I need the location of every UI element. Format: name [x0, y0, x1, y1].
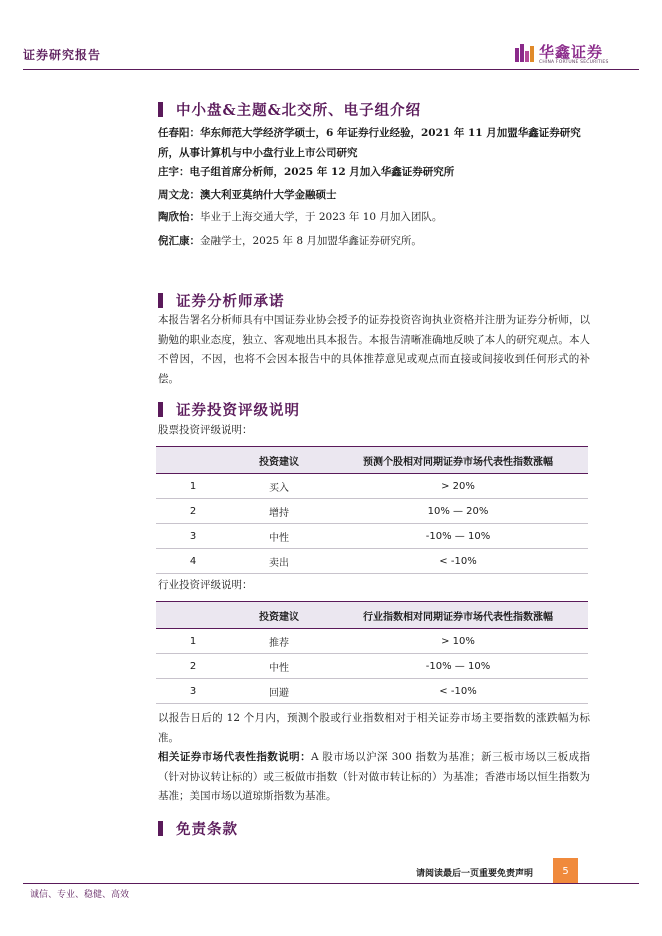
table-cell: 2 — [156, 654, 230, 679]
table-cell: 3 — [156, 679, 230, 704]
table-row — [156, 679, 588, 704]
report-type-label: 证券研究报告 — [23, 48, 102, 62]
table-cell: 推荐 — [230, 629, 328, 654]
table-cell: 10% — 20% — [328, 499, 588, 524]
table-cell: 4 — [156, 549, 230, 574]
member-name: 周文龙： — [158, 189, 200, 201]
table-cell: < -10% — [328, 679, 588, 704]
table-cell: 增持 — [230, 499, 328, 524]
table-cell: -10% — 10% — [328, 524, 588, 549]
team-member — [158, 163, 590, 183]
table-cell: 回避 — [230, 679, 328, 704]
team-member — [158, 208, 590, 228]
stock-rating-table — [156, 446, 588, 574]
member-desc: 金融学士，2025 年 8 月加盟华鑫证券研究所。 — [200, 235, 422, 247]
table-cell: 中性 — [230, 654, 328, 679]
member-name: 倪汇康： — [158, 235, 200, 247]
member-desc: 澳大利亚莫纳什大学金融硕士 — [200, 189, 337, 201]
table-row — [156, 524, 588, 549]
table-cell: > 10% — [328, 629, 588, 654]
member-desc: 毕业于上海交通大学，于 2023 年 10 月加入团队。 — [200, 211, 443, 223]
table-cell: 中性 — [230, 524, 328, 549]
section-marker — [158, 293, 163, 308]
team-member — [158, 124, 590, 163]
benchmark-text: A 股市场以沪深 300 指数为基准；新三板市场以三板成指（针对协议转让标的）或三板做市指数（针对做市转让标的）为基准；香港市场以恒生指数为基准；美国市场以道琼斯指数为基准。 — [158, 751, 590, 802]
member-name: 庄宇： — [158, 166, 190, 178]
section-marker — [158, 402, 163, 417]
company-logo — [515, 41, 627, 67]
section-marker — [158, 821, 163, 836]
table-header-cell: 预测个股相对同期证券市场代表性指数涨幅 — [328, 447, 588, 474]
table-header-cell: 行业指数相对同期证券市场代表性指数涨幅 — [328, 602, 588, 629]
section-marker — [158, 102, 163, 117]
rating-period-note: 以报告日后的 12 个月内，预测个股或行业指数相对于相关证券市场主要指数的涨跌幅为标准。 — [158, 712, 590, 744]
team-member — [158, 232, 590, 252]
member-desc: 电子组首席分析师，2025 年 12 月加入华鑫证券研究所 — [189, 166, 455, 178]
section-title: 证券投资评级说明 — [176, 402, 300, 419]
member-name: 陶欣怡： — [158, 211, 200, 223]
table-row — [156, 629, 588, 654]
page-number: 5 — [553, 858, 578, 884]
table-row — [156, 654, 588, 679]
table-header-row — [156, 602, 588, 629]
table-row — [156, 474, 588, 499]
table-cell: -10% — 10% — [328, 654, 588, 679]
section-ratings-heading — [158, 399, 300, 420]
table-cell: 1 — [156, 629, 230, 654]
table-cell: 买入 — [230, 474, 328, 499]
table-cell: 2 — [156, 499, 230, 524]
section-team-heading — [158, 99, 421, 120]
industry-rating-table — [156, 601, 588, 704]
section-title: 证券分析师承诺 — [176, 293, 285, 310]
disclaimer-notice: 请阅读最后一页重要免责声明 — [416, 869, 534, 879]
section-disclaimer-heading — [158, 818, 238, 839]
table-header-cell — [156, 602, 230, 629]
table-row — [156, 549, 588, 574]
industry-rating-label: 行业投资评级说明： — [158, 579, 253, 591]
table-row — [156, 499, 588, 524]
benchmark-paragraph — [158, 748, 590, 807]
benchmark-label: 相关证券市场代表性指数说明： — [158, 751, 312, 763]
table-cell: 卖出 — [230, 549, 328, 574]
header-divider — [23, 69, 639, 70]
table-header-cell: 投资建议 — [230, 447, 328, 474]
table-cell: 3 — [156, 524, 230, 549]
member-desc: 华东师范大学经济学硕士，6 年证券行业经验，2021 年 11 月加盟华鑫证券研究所，从事计算机与中小盘行业上市公司研究 — [158, 127, 581, 159]
footer-slogan: 诚信、专业、稳健、高效 — [30, 890, 130, 900]
footer-divider — [23, 883, 639, 884]
logo-text-cn: 华鑫证券 — [539, 43, 604, 61]
section-title: 中小盘&主题&北交所、电子组介绍 — [176, 102, 422, 119]
table-cell: 1 — [156, 474, 230, 499]
logo-text-en: CHINA FORTUNE SECURITIES — [539, 60, 609, 65]
team-member — [158, 186, 590, 206]
section-title: 免责条款 — [176, 821, 238, 838]
table-header-cell: 投资建议 — [230, 602, 328, 629]
table-header-row — [156, 447, 588, 474]
table-cell: < -10% — [328, 549, 588, 574]
member-name: 任春阳： — [158, 127, 200, 139]
table-cell: > 20% — [328, 474, 588, 499]
commitment-paragraph: 本报告署名分析师具有中国证券业协会授予的证券投资咨询执业资格并注册为证券分析师，以勤勉的职业态度，独立、客观地出具本报告。本报告清晰准确地反映了本人的研究观点。本人不曾因，不因，也将不会因本报告中的具体推荐意见或观点而直接或间接收到任何形式的补偿。 — [158, 314, 590, 385]
logo-mark-icon — [515, 42, 535, 62]
table-header-cell — [156, 447, 230, 474]
section-commitment-heading — [158, 290, 285, 311]
stock-rating-label: 股票投资评级说明： — [158, 424, 253, 436]
